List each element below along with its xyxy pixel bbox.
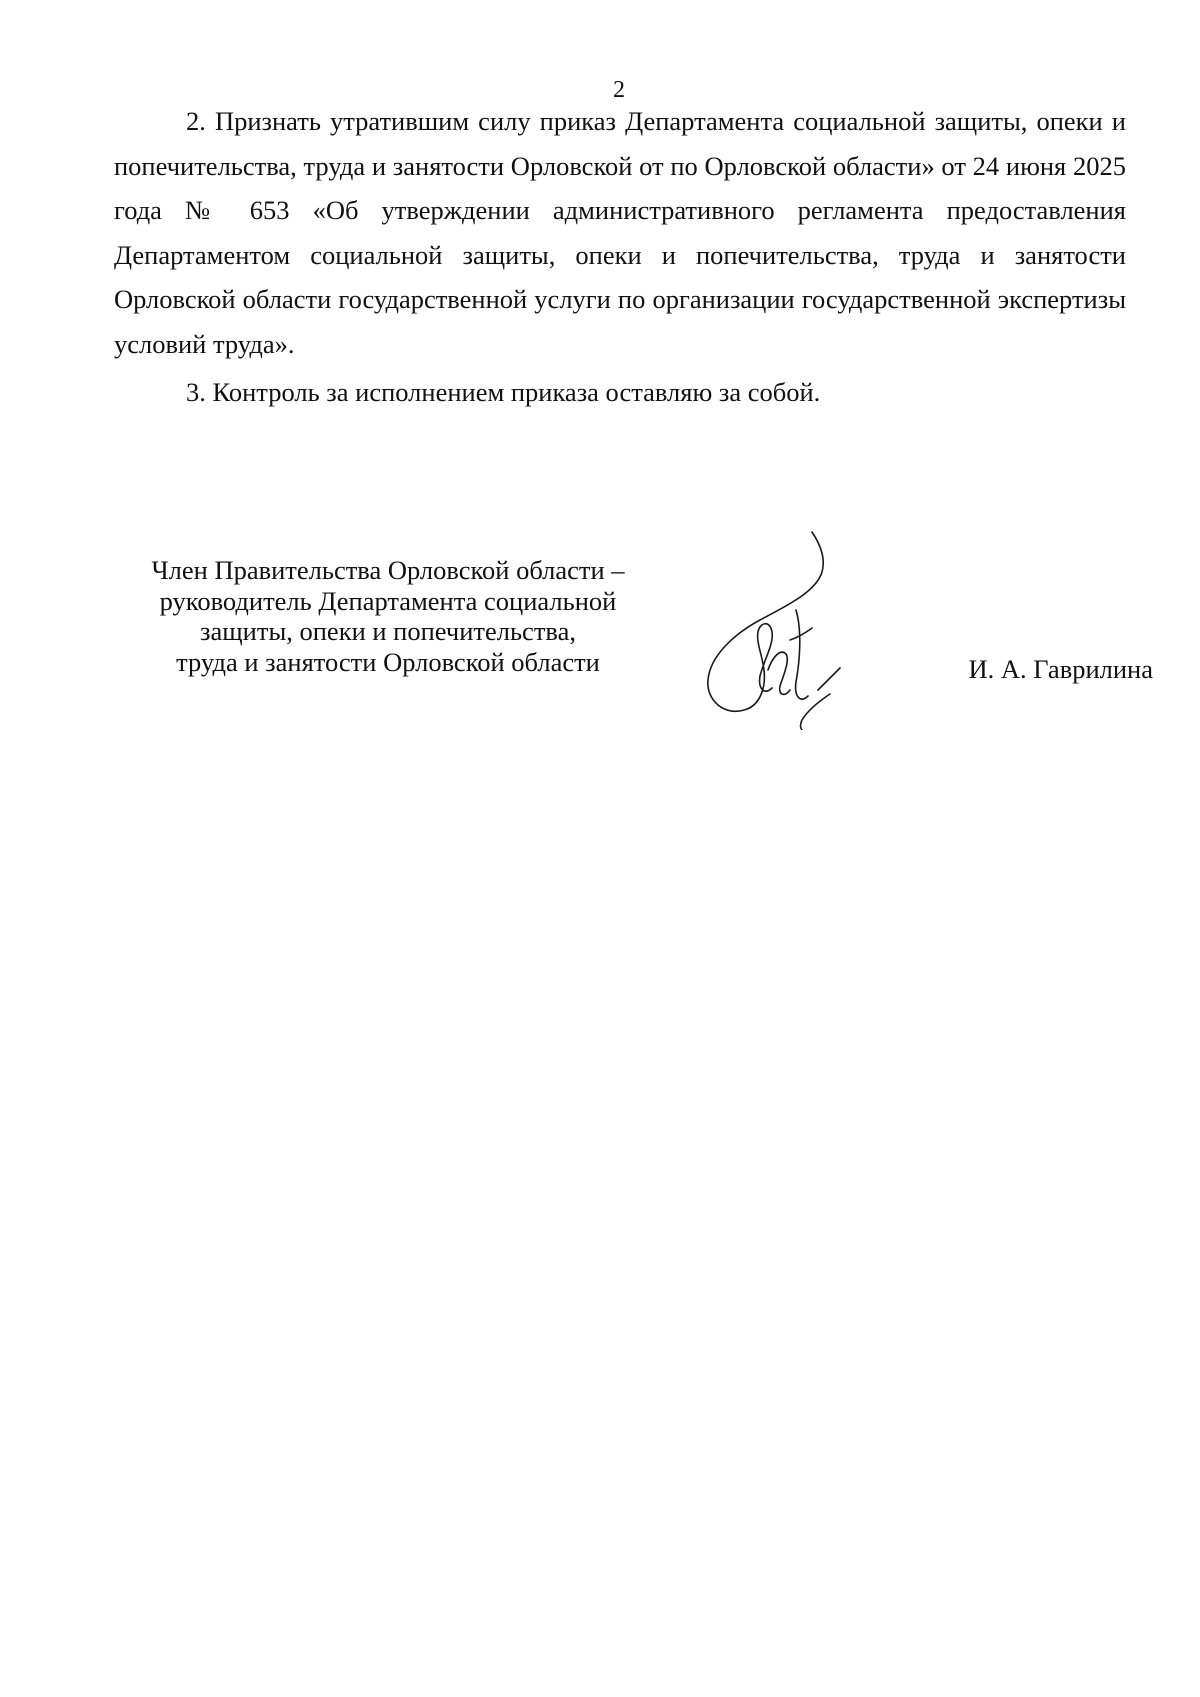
signer-name: И. А. Гаврилина <box>968 654 1153 684</box>
page-number: 2 <box>613 77 625 103</box>
document-body <box>114 99 1126 415</box>
handwritten-signature <box>700 520 850 730</box>
signatory-position-line: руководитель Департамента социальной <box>159 585 617 616</box>
signatory-position-line: защиты, опеки и попечительства, <box>200 616 576 646</box>
signatory-position-line: труда и занятости Орловской области <box>176 646 600 677</box>
paragraph-2: 2. Признать утратившим силу приказ Департамента социальной защиты, опеки и попечительства, труда и занятости Орловской от по Орловской области» от 24 июня 2025 года № 653 «Об утверждении административного регламента предоставления Департаментом социальной защиты, опеки и попечительства, труда и занятости Орловской области государственной услуги по организации государственной экспертизы условий труда». <box>114 106 1126 359</box>
signatory-position <box>118 555 658 677</box>
signatory-position-line: Член Правительства Орловской области – <box>151 555 625 585</box>
signature-strokes <box>708 532 840 730</box>
paragraph-3: 3. Контроль за исполнением приказа оставляю за собой. <box>186 377 821 407</box>
